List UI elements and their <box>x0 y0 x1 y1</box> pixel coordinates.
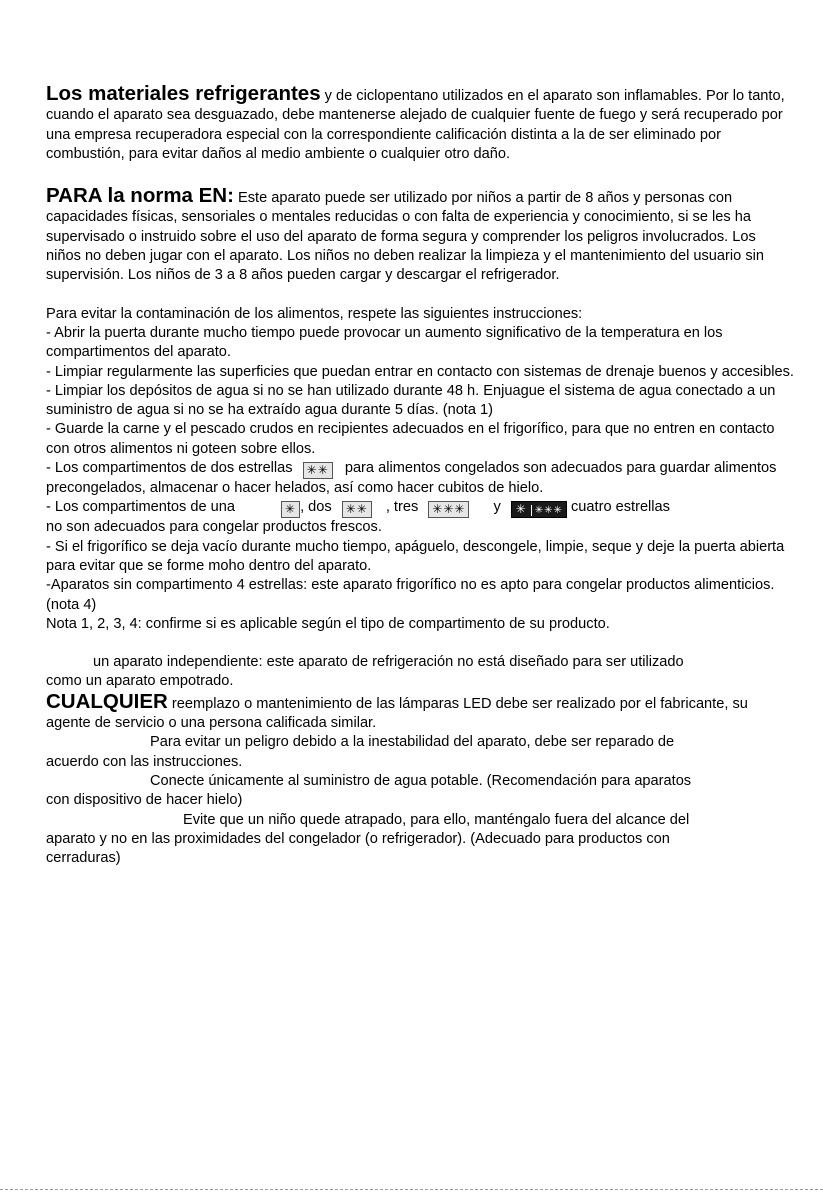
star-text-e: cuatro estrellas <box>571 499 670 516</box>
four-star-main-icon: ✳ <box>515 502 527 517</box>
child-line-1: Evite que un niño quede atrapado, para ello, manténgalo fuera del alcance del <box>183 811 690 828</box>
water-line-1: Conecte únicamente al suministro de agua potable. (Recomendación para aparatos <box>150 772 692 789</box>
paragraph-stability <box>46 733 794 772</box>
document-page <box>46 84 794 868</box>
food-item-two-star <box>46 459 794 498</box>
two-star-text-b: para alimentos congelados son adecuados para guardar alimentos precongelados, almacenar o hacer helados, así como hacer cubitos de hielo. <box>46 460 777 497</box>
food-item-empty: - Si el frigorífico se deja vacío durante mucho tiempo, apáguelo, descongele, limpie, seque y deje la puerta abierta para evitar que se forme moho dentro del aparato. <box>46 538 785 574</box>
water-line-2: con dispositivo de hacer hielo) <box>46 792 243 809</box>
food-item-raw-meat: - Guarde la carne y el pescado crudos en recipientes adecuados en el frigorífico, para que no entren en contacto con otros alimentos ni goteen sobre ellos. <box>46 421 775 457</box>
food-item-door: - Abrir la puerta durante mucho tiempo puede provocar un aumento significativo de la temperatura en los compartimentos del aparato. <box>46 324 723 361</box>
food-item-no-four-star: -Aparatos sin compartimento 4 estrellas: este aparato frigorífico no es apto para congelar productos alimenticios. (nota 4) <box>46 577 775 613</box>
star-text-a: - Los compartimentos de una <box>46 499 236 516</box>
food-notes: Nota 1, 2, 3, 4: confirme si es aplicable según el tipo de compartimento de su producto. <box>46 615 610 632</box>
paragraph-en-standard <box>46 186 794 285</box>
paragraph-led <box>46 689 794 734</box>
freestanding-line-1: un aparato independiente: este aparato de refrigeración no está diseñado para ser utilizado <box>93 654 684 671</box>
star-text-c: , tres <box>385 499 419 516</box>
heading-led: CUALQUIER <box>46 689 168 713</box>
food-instructions <box>46 305 794 634</box>
freestanding-line-2: como un aparato empotrado. <box>46 673 234 690</box>
food-intro: Para evitar la contaminación de los alimentos, respete las siguientes instrucciones: <box>46 305 583 322</box>
three-star-icon: ✳✳✳ <box>428 501 469 518</box>
food-item-clean-surfaces: - Limpiar regularmente las superficies que puedan entrar en contacto con sistemas de drenaje buenos y accesibles. <box>46 363 794 380</box>
food-item-water-tanks: - Limpiar los depósitos de agua si no se han utilizado durante 48 h. Enjuague el sistema de agua conectado a un suministro de agua si no se ha extraído agua durante 5 días. (nota 1) <box>46 382 776 419</box>
two-star-icon-2: ✳✳ <box>342 501 372 518</box>
two-star-text-a: - Los compartimentos de dos estrellas <box>46 460 293 477</box>
paragraph-water-supply <box>46 772 794 811</box>
child-line-3: cerraduras) <box>46 850 121 867</box>
two-star-icon: ✳✳ <box>303 462 333 479</box>
food-item-fresh: no son adecuados para congelar productos frescos. <box>46 519 382 536</box>
paragraph-child-trap <box>46 811 794 869</box>
child-line-2: aparato y no en las proximidades del congelador (o refrigerador). (Adecuado para productos con <box>46 830 670 847</box>
heading-refrigerants: Los materiales refrigerantes <box>46 82 321 105</box>
led-text: reemplazo o mantenimiento de las lámparas LED debe ser realizado por el fabricante, su agente de servicio o una persona calificada similar. <box>46 695 748 732</box>
stability-line-1: Para evitar un peligro debido a la inestabilidad del aparato, debe ser reparado de <box>150 734 675 751</box>
paragraph-freestanding <box>46 653 794 692</box>
four-star-icon <box>511 501 567 518</box>
stability-line-2: acuerdo con las instrucciones. <box>46 753 243 770</box>
food-item-star-compartments <box>46 498 794 518</box>
heading-en-standard: PARA la norma EN: <box>46 184 234 208</box>
one-star-icon: ✳ <box>281 501 300 518</box>
star-text-d: y <box>493 499 501 516</box>
paragraph-refrigerants <box>46 84 794 164</box>
en-standard-text: Este aparato puede ser utilizado por niños a partir de 8 años y personas con capacidades físicas, sensoriales o mentales reducidas o con falta de experiencia y conocimiento, si se les ha supervisado o instruido sobre el uso del aparato de forma segura y comprender los peligros involucrados. Los niños no deben jugar con el aparato. Los niños no deben realizar la limpieza y el mantenimiento del usuario sin supervisión. Los niños de 3 a 8 años pueden cargar y descargar el refrigerador. <box>46 190 764 284</box>
refrigerants-text: y de ciclopentano utilizados en el aparato son inflamables. Por lo tanto, cuando el aparato sea desguazado, debe mantenerse alejado de cualquier fuente de fuego y será recuperado por una empresa recuperadora especial con la correspondiente calificación distinta a la de ser eliminado por combustión, para evitar daños al medio ambiente o cualquier otro daño. <box>46 88 785 162</box>
page-bottom-divider <box>0 1189 823 1190</box>
four-star-small-icon: ✳✳✳ <box>531 505 566 516</box>
star-text-b: , dos <box>300 499 332 516</box>
